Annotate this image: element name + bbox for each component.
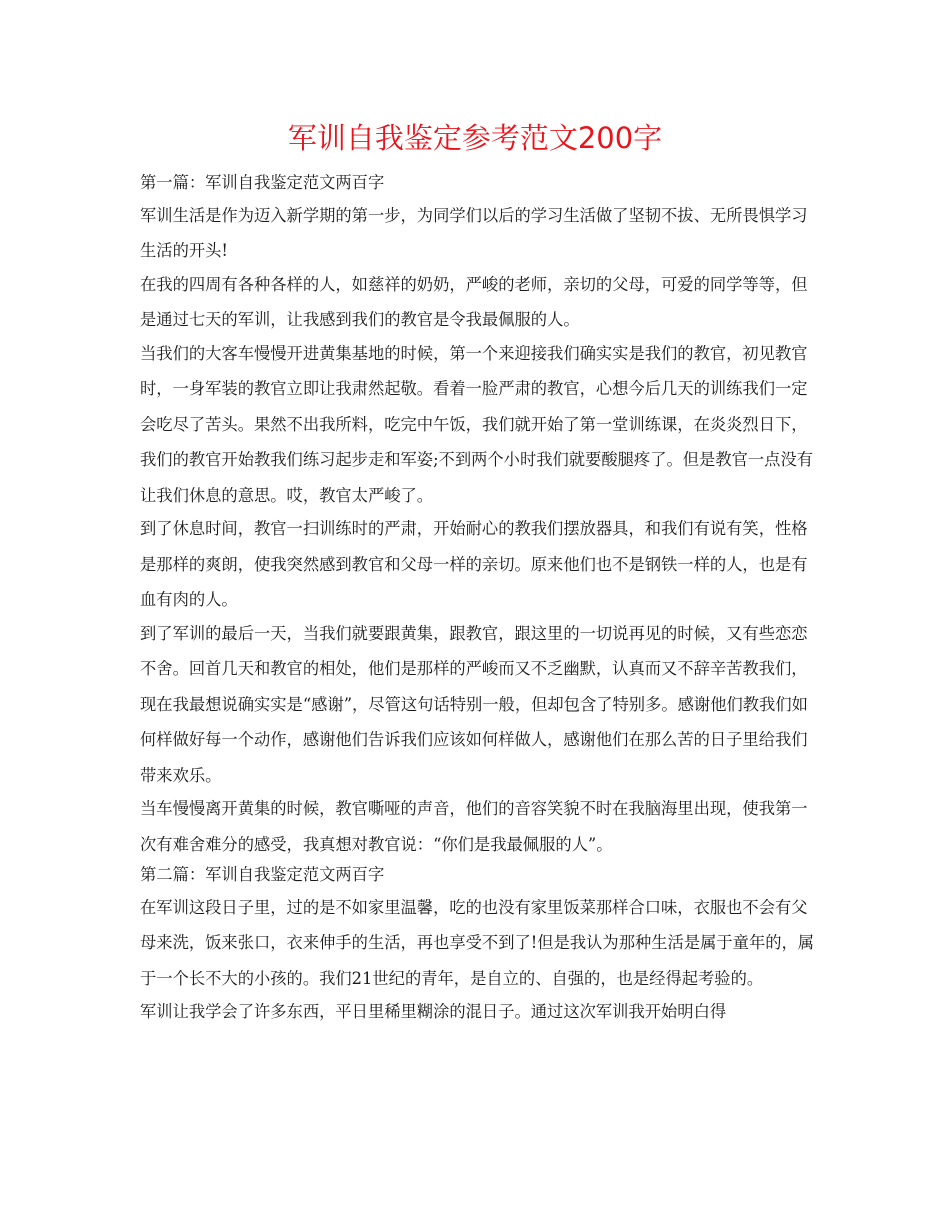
paragraph: 军训生活是作为迈入新学期的第一步，为同学们以后的学习生活做了坚韧不拔、无所畏惧学习生活的开头! [140, 205, 808, 261]
document-body [140, 168, 820, 1028]
paragraph: 当车慢慢离开黄集的时候，教官嘶哑的声音，他们的音容笑貌不时在我脑海里出现，使我第一次有难舍难分的感受，我真想对教官说：“你们是我最佩服的人”。 [140, 799, 808, 854]
paragraph: 当我们的大客车慢慢开进黄集基地的时候，第一个来迎接我们确实实是我们的教官，初见教官时，一身军装的教官立即让我肃然起敬。看着一脸严肃的教官，心想今后几天的训练我们一定会吃尽了苦头。果然不出我所料，吃完中午饭，我们就开始了第一堂训练课，在炎炎烈日下，我们的教官开始教我们练习起步走和军姿;不到两个小时我们就要酸腿疼了。但是教官一点没有让我们休息的意思。哎，教官太严峻了。 [140, 343, 814, 505]
paragraph: 到了休息时间，教官一扫训练时的严肃，开始耐心的教我们摆放器具，和我们有说有笑，性格是那样的爽朗，使我突然感到教官和父母一样的亲切。原来他们也不是钢铁一样的人，也是有血有肉的人。 [140, 519, 808, 610]
paragraph: 军训让我学会了许多东西，平日里稀里糊涂的混日子。通过这次军训我开始明白得 [140, 1002, 727, 1022]
section-heading: 第二篇：军训自我鉴定范文两百字 [140, 865, 385, 885]
paragraph: 到了军训的最后一天，当我们就要跟黄集，跟教官，跟这里的一切说再见的时候，又有些恋恋不舍。回首几天和教官的相处，他们是那样的严峻而又不乏幽默，认真而又不辞辛苦教我们，现在我最想说确实实是“感谢”，尽管这句话特别一般，但却包含了特别多。感谢他们教我们如何样做好每一个动作，感谢他们告诉我们应该如何样做人，感谢他们在那么苦的日子里给我们带来欢乐。 [140, 623, 808, 785]
document-title: 军训自我鉴定参考范文200字 [287, 121, 663, 155]
section-heading: 第一篇：军训自我鉴定范文两百字 [140, 173, 385, 192]
paragraph: 在我的四周有各种各样的人，如慈祥的奶奶，严峻的老师，亲切的父母，可爱的同学等等，但是通过七天的军训，让我感到我们的教官是令我最佩服的人。 [140, 274, 808, 330]
paragraph: 在军训这段日子里，过的是不如家里温馨，吃的也没有家里饭菜那样合口味，衣服也不会有父母来洗，饭来张口，衣来伸手的生活，再也享受不到了!但是我认为那种生活是属于童年的，属于一个长不大的小孩的。我们21世纪的青年，是自立的、自强的，也是经得起考验的。 [140, 897, 815, 988]
